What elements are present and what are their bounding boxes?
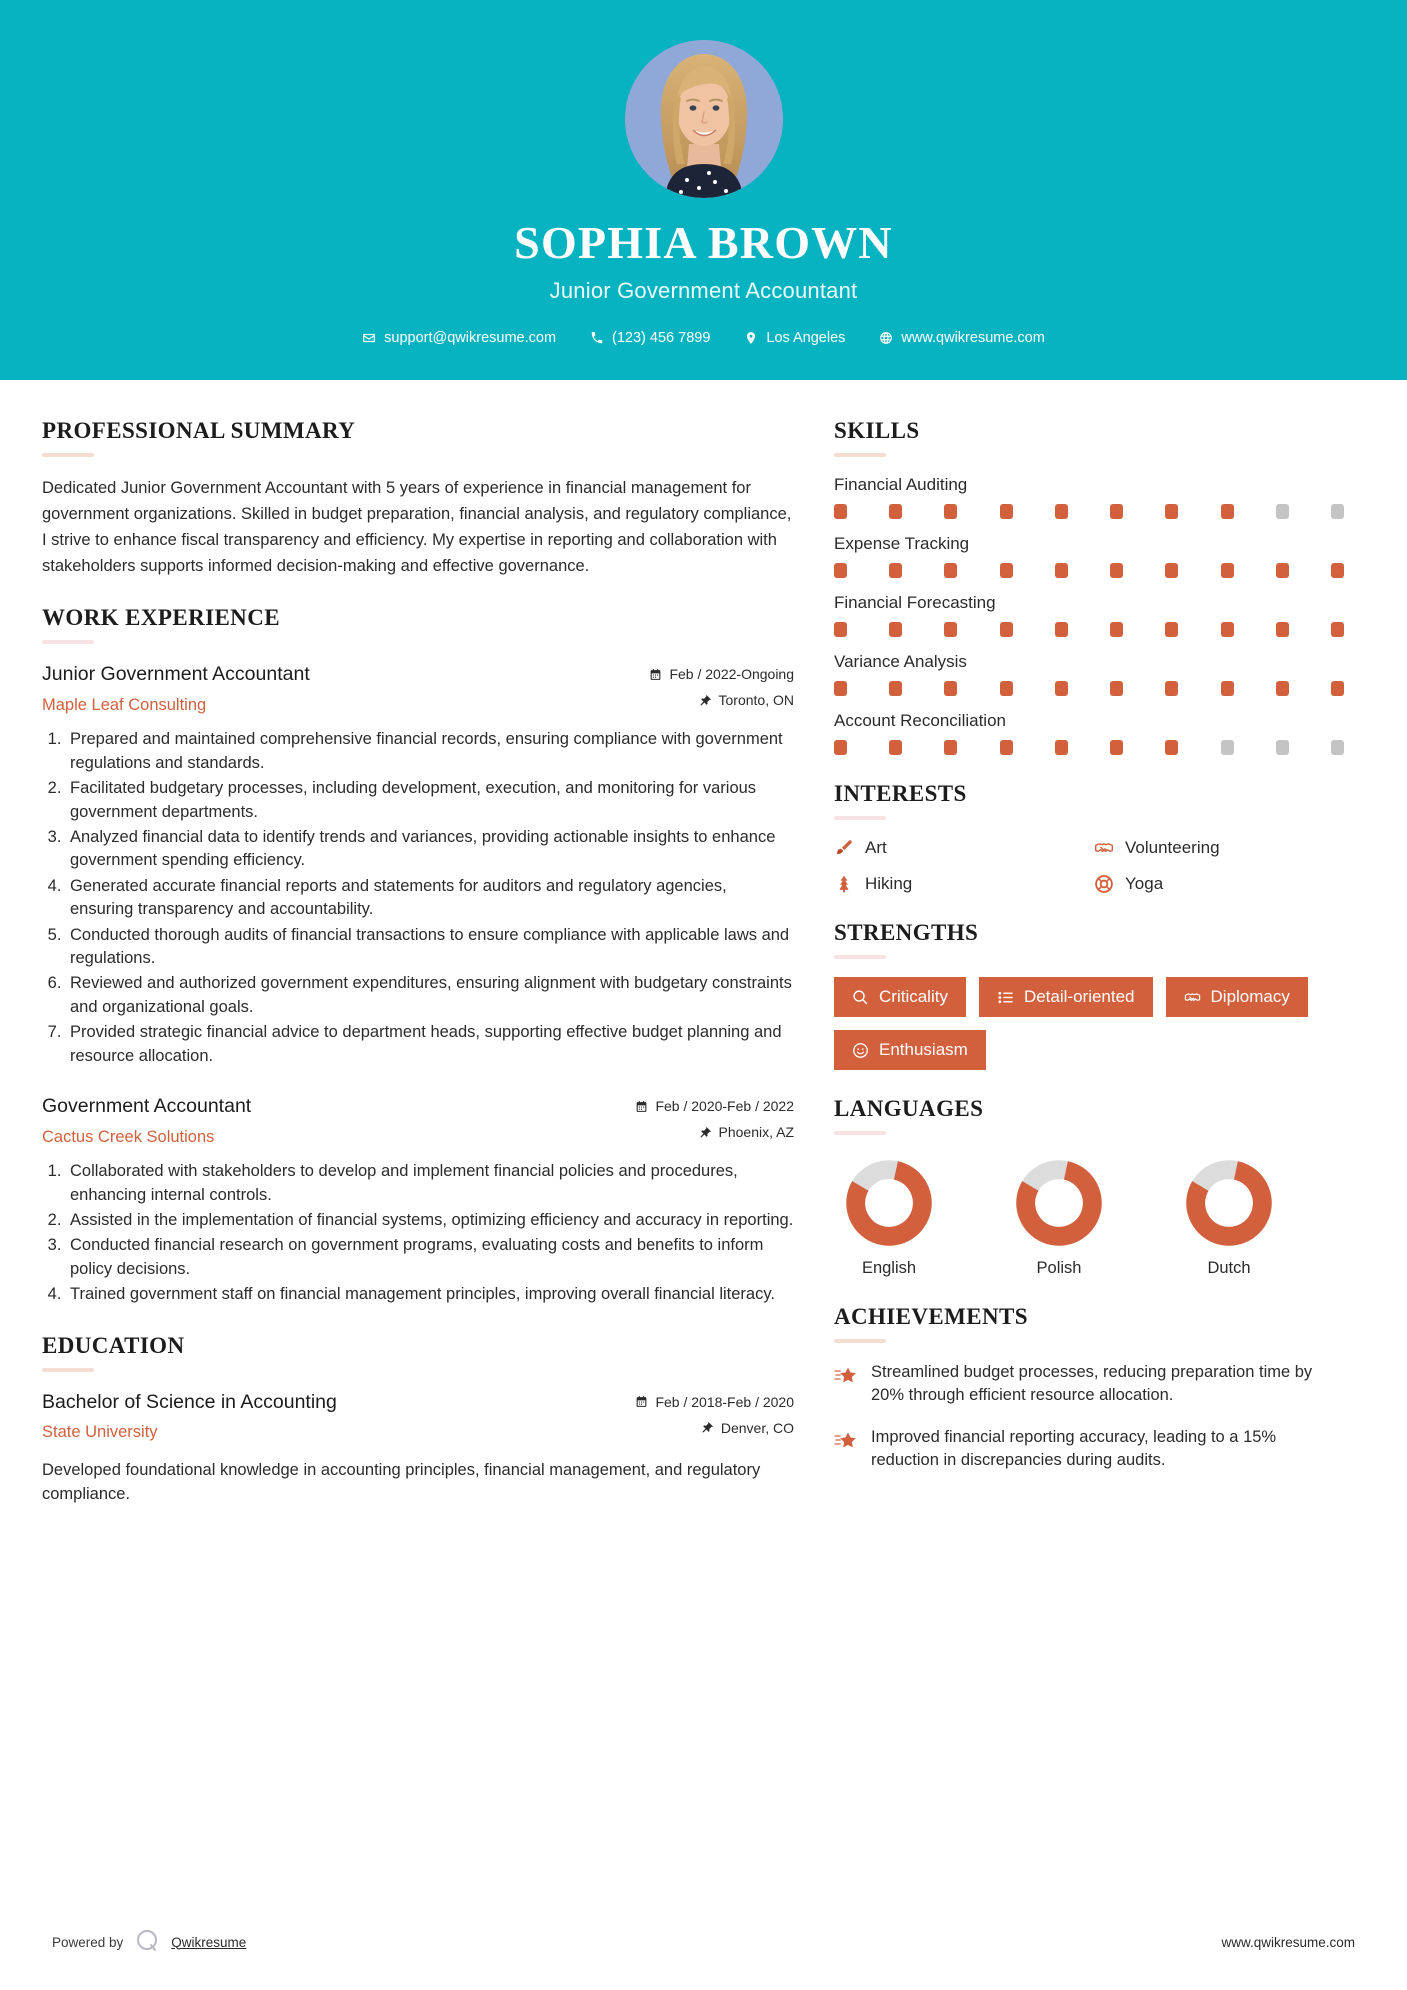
skill-item <box>834 593 1344 637</box>
skill-dot-filled <box>889 681 902 696</box>
contact-email[interactable] <box>345 330 573 346</box>
footer-brand <box>52 1928 246 1957</box>
job-location-text: Phoenix, AZ <box>718 1124 794 1141</box>
skill-dot-empty <box>1331 504 1344 519</box>
pushpin-icon <box>701 1421 714 1434</box>
language-item <box>834 1159 944 1278</box>
skill-dot-filled <box>1055 681 1068 696</box>
skill-dot-filled <box>1110 563 1123 578</box>
skill-dot-filled <box>1000 563 1013 578</box>
strength-label: Diplomacy <box>1210 987 1290 1006</box>
skill-dot-filled <box>944 563 957 578</box>
paintbrush-icon <box>834 838 854 858</box>
left-column <box>42 418 794 1533</box>
qwikresume-link[interactable]: Qwikresume <box>171 1934 247 1950</box>
language-donut <box>845 1159 933 1247</box>
language-label: Polish <box>1036 1259 1082 1277</box>
bullet: 4. Generated accurate financial reports and statements for auditors and regulatory agencies, ensuring transparency and accountability. <box>66 875 794 922</box>
job-role: Government Accountant <box>42 1095 252 1118</box>
achievement-text: Improved financial reporting accuracy, leading to a 15% reduction in discrepancies during audits. <box>871 1427 1277 1470</box>
pushpin-icon <box>699 694 712 707</box>
skill-dot-filled <box>1055 622 1068 637</box>
skill-dot-filled <box>944 740 957 755</box>
contact-phone-text: (123) 456 7899 <box>612 330 711 346</box>
skill-dot-filled <box>1110 622 1123 637</box>
skill-item <box>834 475 1344 519</box>
languages-list <box>834 1153 1344 1278</box>
footer <box>0 1894 1407 1990</box>
language-donut <box>1185 1159 1273 1247</box>
resume-header <box>0 0 1407 380</box>
job-company: Maple Leaf Consulting <box>42 695 207 714</box>
job-location-text: Toronto, ON <box>718 692 794 709</box>
skill-dot-filled <box>889 622 902 637</box>
skill-dot-filled <box>1110 740 1123 755</box>
interest-label: Hiking <box>865 874 913 893</box>
skill-dot-filled <box>889 563 902 578</box>
job-dates-text: Feb / 2022-Ongoing <box>669 666 794 683</box>
calendar-icon <box>649 668 662 681</box>
magnifier-icon <box>852 989 869 1006</box>
section-skills <box>834 418 1344 755</box>
shooting-star-icon <box>834 1361 858 1385</box>
header-job-title: Junior Government Accountant <box>549 278 858 303</box>
bullet: 5. Conducted thorough audits of financial transactions to ensure compliance with applicable laws and regulations. <box>66 924 794 971</box>
contact-location <box>727 330 862 346</box>
page-title: SOPHIA BROWN <box>514 217 893 268</box>
languages-heading: LANGUAGES <box>834 1096 984 1121</box>
education-school: State University <box>42 1423 158 1442</box>
skill-label: Account Reconciliation <box>834 711 1006 730</box>
skill-label: Expense Tracking <box>834 534 970 553</box>
right-column <box>834 418 1344 1499</box>
skill-rating <box>834 563 1344 578</box>
language-label: Dutch <box>1207 1259 1251 1277</box>
section-rule <box>834 1339 886 1343</box>
skill-dot-filled <box>944 504 957 519</box>
section-achievements <box>834 1304 1344 1473</box>
skill-dot-filled <box>1165 740 1178 755</box>
language-label: English <box>861 1259 917 1277</box>
section-rule <box>42 453 94 457</box>
section-rule <box>834 955 886 959</box>
handshake-icon <box>1094 838 1114 858</box>
bullet: 7. Provided strategic financial advice to department heads, supporting effective budget planning and resource allocation. <box>66 1021 794 1068</box>
job-company: Cactus Creek Solutions <box>42 1127 215 1146</box>
achievement-text: Streamlined budget processes, reducing preparation time by 20% through efficient resource allocation. <box>871 1363 1313 1405</box>
strengths-heading: STRENGTHS <box>834 920 979 945</box>
education-dates <box>635 1394 794 1410</box>
skill-rating <box>834 622 1344 637</box>
footer-powered-by: Powered by <box>52 1934 124 1950</box>
pine-tree-icon <box>834 874 854 894</box>
strength-tag-criticality <box>834 977 966 1017</box>
skill-dot-filled <box>1055 740 1068 755</box>
skill-dot-filled <box>1055 563 1068 578</box>
skill-dot-filled <box>944 681 957 696</box>
skill-dot-filled <box>1000 681 1013 696</box>
calendar-icon <box>635 1100 648 1113</box>
skill-dot-empty <box>1276 740 1289 755</box>
skill-dot-filled <box>1000 504 1013 519</box>
skill-dot-filled <box>1165 504 1178 519</box>
skill-label: Financial Auditing <box>834 475 968 494</box>
skill-dot-filled <box>1110 504 1123 519</box>
education-heading: EDUCATION <box>42 1332 185 1358</box>
strength-label: Enthusiasm <box>879 1040 968 1059</box>
job-location <box>635 1124 794 1140</box>
skill-rating <box>834 740 1344 755</box>
language-donut <box>1015 1159 1103 1247</box>
skill-dot-filled <box>1331 681 1344 696</box>
achievement-item <box>834 1426 1344 1473</box>
bullet: 3. Conducted financial research on government programs, evaluating costs and benefits to inform policy decisions. <box>66 1234 794 1281</box>
contact-email-text: support@qwikresume.com <box>384 330 557 346</box>
skill-dot-filled <box>1165 622 1178 637</box>
section-rule <box>834 1131 886 1135</box>
skill-dot-filled <box>834 622 847 637</box>
skill-item <box>834 711 1344 755</box>
skill-dot-filled <box>834 740 847 755</box>
interest-item <box>834 874 1084 894</box>
skill-dot-empty <box>1331 740 1344 755</box>
contact-phone[interactable] <box>573 330 727 346</box>
skill-dot-filled <box>944 622 957 637</box>
section-rule <box>42 640 94 644</box>
skill-dot-filled <box>889 504 902 519</box>
summary-heading: PROFESSIONAL SUMMARY <box>42 418 356 443</box>
skill-rating <box>834 504 1344 519</box>
section-interests <box>834 781 1344 894</box>
skill-item <box>834 652 1344 696</box>
skills-heading: SKILLS <box>834 418 920 443</box>
job-location <box>649 692 794 708</box>
job-dates <box>635 1098 794 1114</box>
education-dates-text: Feb / 2018-Feb / 2020 <box>655 1393 794 1410</box>
qwikresume-logo-icon <box>134 1928 160 1957</box>
skill-dot-filled <box>834 504 847 519</box>
language-item <box>1004 1159 1114 1278</box>
strength-tag-enthusiasm <box>834 1030 986 1070</box>
strength-label: Criticality <box>879 987 948 1006</box>
smiley-icon <box>852 1042 869 1059</box>
section-education <box>42 1333 794 1508</box>
interest-item <box>1094 874 1344 894</box>
summary-text: Dedicated Junior Government Accountant with 5 years of experience in financial management for government organizations. Skilled in budget preparation, financial analysis, and regulatory compliance, I strive to enhance fiscal transparency and efficiency. My expertise in reporting and collaboration with stakeholders supports informed decision-making and effective governance. <box>42 479 792 576</box>
skill-dot-filled <box>1331 622 1344 637</box>
strength-label: Detail-oriented <box>1023 987 1135 1006</box>
bullet: 1. Prepared and maintained comprehensive financial records, ensuring compliance with government regulations and standards. <box>66 728 794 775</box>
section-strengths <box>834 920 1344 1070</box>
strength-tag-detail-oriented <box>979 977 1153 1017</box>
avatar-photo <box>625 40 783 198</box>
footer-website: www.qwikresume.com <box>1221 1934 1355 1950</box>
contact-website-text: www.qwikresume.com <box>901 330 1045 346</box>
section-professional-summary <box>42 418 794 579</box>
globe-icon <box>879 331 893 345</box>
bullet: 1. Collaborated with stakeholders to develop and implement financial policies and procedures, enhancing internal controls. <box>66 1160 794 1207</box>
job-dates <box>649 666 794 682</box>
contact-website[interactable] <box>862 330 1061 346</box>
bullet: 6. Reviewed and authorized government expenditures, ensuring alignment with budgetary constraints and organizational goals. <box>66 972 794 1019</box>
skill-dot-filled <box>889 740 902 755</box>
section-rule <box>834 453 886 457</box>
section-languages <box>834 1096 1344 1278</box>
experience-item <box>42 1094 794 1307</box>
contact-location-text: Los Angeles <box>766 330 846 346</box>
skill-dot-empty <box>1221 740 1234 755</box>
resume-body <box>0 380 1407 1533</box>
calendar-icon <box>635 1395 648 1408</box>
strengths-list <box>834 977 1344 1070</box>
skill-label: Financial Forecasting <box>834 593 996 612</box>
skill-dot-filled <box>1276 563 1289 578</box>
bullet: 4. Trained government staff on financial management principles, improving overall financial literacy. <box>66 1283 794 1306</box>
contact-row <box>0 330 1407 346</box>
interests-heading: INTERESTS <box>834 781 967 806</box>
strength-tag-diplomacy <box>1166 977 1308 1017</box>
handshake-icon <box>1184 989 1201 1006</box>
skill-dot-filled <box>1221 563 1234 578</box>
section-rule <box>834 816 886 820</box>
shooting-star-icon <box>834 1426 858 1450</box>
skill-dot-empty <box>1276 504 1289 519</box>
bullet: 2. Assisted in the implementation of financial systems, optimizing efficiency and accuracy in reporting. <box>66 1209 794 1232</box>
skill-dot-filled <box>1221 681 1234 696</box>
achievements-heading: ACHIEVEMENTS <box>834 1304 1028 1329</box>
pushpin-icon <box>699 1126 712 1139</box>
skill-dot-filled <box>1276 622 1289 637</box>
bullet: 3. Analyzed financial data to identify trends and variances, providing actionable insights to enhance government spending efficiency. <box>66 826 794 873</box>
skill-dot-filled <box>1165 681 1178 696</box>
skill-dot-filled <box>1055 504 1068 519</box>
bullet: 2. Facilitated budgetary processes, including development, execution, and monitoring for various government departments. <box>66 777 794 824</box>
education-description: Developed foundational knowledge in accounting principles, financial management, and regulatory compliance. <box>42 1460 761 1504</box>
interest-item <box>834 838 1084 858</box>
skill-dot-filled <box>1000 740 1013 755</box>
interest-item <box>1094 838 1344 858</box>
skill-dot-filled <box>1221 504 1234 519</box>
education-degree: Bachelor of Science in Accounting <box>42 1390 337 1413</box>
education-location <box>635 1420 794 1436</box>
skill-dot-filled <box>1221 622 1234 637</box>
skill-dot-filled <box>1165 563 1178 578</box>
location-pin-icon <box>744 331 758 345</box>
achievement-item <box>834 1361 1344 1408</box>
skill-label: Variance Analysis <box>834 652 967 671</box>
education-location-text: Denver, CO <box>720 1419 794 1436</box>
interest-label: Art <box>865 838 887 857</box>
phone-icon <box>590 331 604 345</box>
experience-item <box>42 662 794 1068</box>
envelope-icon <box>362 331 376 345</box>
skill-dot-filled <box>1000 622 1013 637</box>
avatar <box>625 40 783 198</box>
skill-dot-filled <box>1110 681 1123 696</box>
interests-grid <box>834 838 1344 894</box>
job-dates-text: Feb / 2020-Feb / 2022 <box>655 1098 794 1115</box>
skill-dot-filled <box>834 563 847 578</box>
interest-label: Yoga <box>1125 874 1164 893</box>
experience-heading: WORK EXPERIENCE <box>42 605 280 631</box>
language-item <box>1174 1159 1284 1278</box>
job-bullets <box>42 728 794 1068</box>
interest-label: Volunteering <box>1125 838 1220 857</box>
job-bullets <box>42 1160 794 1307</box>
skill-item <box>834 534 1344 578</box>
list-icon <box>997 989 1014 1006</box>
skill-dot-filled <box>834 681 847 696</box>
section-rule <box>42 1368 94 1372</box>
section-work-experience <box>42 605 794 1306</box>
lifebuoy-icon <box>1094 874 1114 894</box>
job-role: Junior Government Accountant <box>42 663 310 686</box>
skill-dot-filled <box>1331 563 1344 578</box>
skill-rating <box>834 681 1344 696</box>
education-item <box>42 1390 794 1508</box>
skill-dot-filled <box>1276 681 1289 696</box>
